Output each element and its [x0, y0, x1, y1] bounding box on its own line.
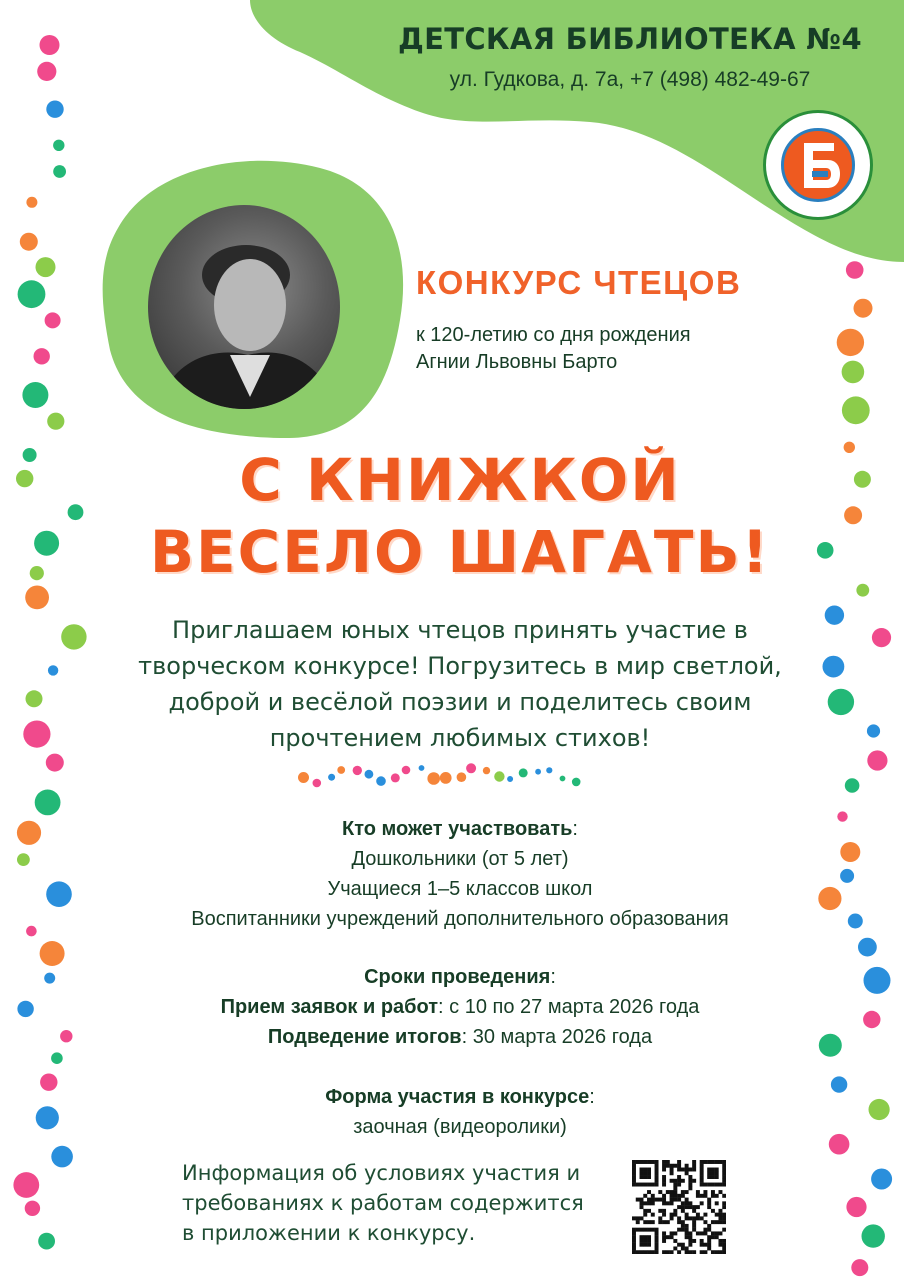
contest-subtitle	[416, 322, 691, 376]
format-heading: Форма участия в конкурсе	[325, 1086, 590, 1108]
portrait-photo	[148, 205, 340, 409]
applications-line: Прием заявок и работ: с 10 по 27 марта 2026 года	[220, 996, 700, 1018]
confetti-dot	[844, 506, 862, 524]
confetti-dot	[867, 724, 880, 737]
contest-title: КОНКУРС ЧТЕЦОВ	[416, 264, 742, 301]
confetti-dot	[840, 869, 854, 883]
confetti-dot	[40, 35, 60, 55]
confetti-dot	[823, 656, 845, 678]
confetti-dot	[26, 690, 43, 707]
intro-text	[110, 612, 810, 756]
confetti-dot	[546, 767, 552, 773]
contest-subtitle-line: к 120-летию со дня рождения	[416, 324, 691, 346]
confetti-dot	[51, 1146, 73, 1168]
confetti-dot	[337, 766, 345, 774]
confetti-dot	[23, 721, 50, 748]
confetti-dot	[494, 771, 504, 781]
confetti-dot	[17, 853, 30, 866]
confetti-dot	[298, 772, 309, 783]
confetti-dot	[825, 606, 844, 625]
confetti-dot	[864, 967, 891, 994]
confetti-dot	[353, 766, 362, 775]
participant-item: Воспитанники учреждений дополнительного образования	[191, 908, 729, 930]
footer-line: требованиях к работам содержится	[182, 1191, 584, 1215]
confetti-dot	[854, 299, 873, 318]
confetti-dot	[842, 396, 870, 424]
confetti-dot	[391, 773, 400, 782]
confetti-dot	[40, 1074, 57, 1091]
confetti-dot	[48, 665, 58, 675]
confetti-dot	[846, 1197, 866, 1217]
confetti-dot	[36, 257, 56, 277]
confetti-dot	[872, 628, 891, 647]
confetti-dot	[858, 938, 877, 957]
confetti-dot	[25, 1201, 40, 1216]
confetti-dot	[46, 754, 64, 772]
confetti-dot	[854, 471, 871, 488]
confetti-dot	[856, 584, 869, 597]
confetti-dot	[427, 772, 440, 785]
confetti-dot	[20, 233, 38, 251]
confetti-dot	[572, 778, 581, 787]
qr-code-icon[interactable]	[632, 1160, 726, 1254]
confetti-dot	[466, 763, 476, 773]
confetti-dot	[848, 914, 863, 929]
footer-info	[182, 1158, 622, 1248]
format-value: заочная (видеоролики)	[353, 1116, 567, 1138]
confetti-dot	[68, 504, 84, 520]
confetti-dot	[867, 750, 887, 770]
participant-item: Дошкольники (от 5 лет)	[351, 848, 569, 870]
confetti-dot	[851, 1259, 868, 1276]
confetti-dot	[819, 1034, 842, 1057]
format-section: Форма участия в конкурсе: заочная (видеоролики)	[100, 1082, 820, 1142]
library-address: ул. Гудкова, д. 7а, +7 (498) 482-49-67	[449, 68, 811, 91]
confetti-dot	[60, 1030, 72, 1042]
confetti-dot	[844, 442, 855, 453]
confetti-dot	[837, 811, 847, 821]
confetti-dot	[862, 1224, 885, 1247]
confetti-dot	[17, 821, 41, 845]
confetti-dot	[23, 448, 37, 462]
confetti-dot	[863, 1011, 880, 1028]
confetti-dot	[40, 941, 65, 966]
confetti-dot	[507, 776, 513, 782]
confetti-dot	[440, 772, 452, 784]
intro-line: Приглашаем юных чтецов принять участие в	[172, 616, 748, 644]
confetti-dot	[26, 197, 37, 208]
dates-heading: Сроки проведения	[364, 966, 551, 988]
confetti-dot	[26, 926, 37, 937]
confetti-dot	[842, 361, 865, 384]
confetti-dot	[30, 566, 44, 580]
confetti-dot	[376, 776, 386, 786]
confetti-dot	[51, 1052, 63, 1064]
library-logo-icon	[763, 110, 873, 220]
results-line: Подведение итогов: 30 марта 2026 года	[267, 1026, 653, 1048]
confetti-dot	[829, 1134, 850, 1155]
confetti-dot	[36, 1106, 59, 1129]
decorative-dots-divider	[298, 763, 581, 787]
confetti-dot	[17, 1001, 33, 1017]
headline-line: С КНИЖКОЙ	[239, 446, 681, 514]
confetti-dot	[845, 778, 860, 793]
library-name: ДЕТСКАЯ БИБЛИОТЕКА №4	[398, 22, 862, 56]
headline-line: ВЕСЕЛО ШАГАТЬ!	[149, 518, 771, 586]
confetti-dot	[846, 261, 864, 279]
confetti-dot	[313, 779, 322, 788]
confetti-dot	[869, 1099, 890, 1120]
confetti-dot	[16, 470, 33, 487]
confetti-dot	[38, 1233, 55, 1250]
confetti-dot	[18, 280, 46, 308]
participants-section: Кто может участвовать: Дошкольники (от 5 лет) Учащиеся 1–5 классов школ Воспитанники учреждений дополнительного образования	[100, 814, 820, 934]
confetti-dot	[44, 973, 55, 984]
confetti-dot	[35, 790, 61, 816]
confetti-dot	[457, 772, 467, 782]
confetti-dot	[53, 165, 66, 178]
intro-line: творческом конкурсе! Погрузитесь в мир светлой,	[138, 652, 782, 680]
confetti-dot	[871, 1169, 892, 1190]
confetti-dot	[46, 101, 63, 118]
confetti-dot	[831, 1076, 847, 1092]
headline	[100, 444, 820, 588]
confetti-dot	[560, 776, 566, 782]
footer-line: Информация об условиях участия и	[182, 1161, 581, 1185]
confetti-dot	[840, 842, 860, 862]
confetti-dot	[402, 766, 411, 775]
intro-line: прочтением любимых стихов!	[269, 724, 651, 752]
confetti-dot	[837, 329, 864, 356]
confetti-dot	[419, 765, 425, 771]
footer-line: в приложении к конкурсу.	[182, 1221, 476, 1245]
intro-line: доброй и весёлой поэзии и поделитесь своим	[168, 688, 752, 716]
confetti-dot	[535, 769, 541, 775]
confetti-dot	[47, 413, 64, 430]
confetti-dot	[519, 768, 528, 777]
confetti-dot	[45, 312, 61, 328]
confetti-dot	[828, 689, 854, 715]
confetti-dot	[61, 624, 86, 649]
dates-section: Сроки проведения: Прием заявок и работ: с 10 по 27 марта 2026 года Подведение итогов: 30 марта 2026 года	[100, 962, 820, 1052]
confetti-dot	[34, 531, 59, 556]
confetti-dot	[46, 881, 72, 907]
participant-item: Учащиеся 1–5 классов школ	[327, 878, 593, 900]
participants-heading: Кто может участвовать	[342, 818, 573, 840]
confetti-dot	[365, 770, 374, 779]
confetti-dot	[53, 140, 64, 151]
confetti-dot	[328, 774, 335, 781]
confetti-dot	[483, 767, 490, 774]
confetti-dot	[13, 1172, 39, 1198]
confetti-dot	[22, 382, 48, 408]
confetti-dot	[25, 586, 49, 610]
confetti-dot	[34, 348, 50, 364]
contest-subtitle-line: Агнии Львовны Барто	[416, 351, 618, 373]
confetti-dot	[37, 62, 56, 81]
confetti-dot	[818, 887, 841, 910]
